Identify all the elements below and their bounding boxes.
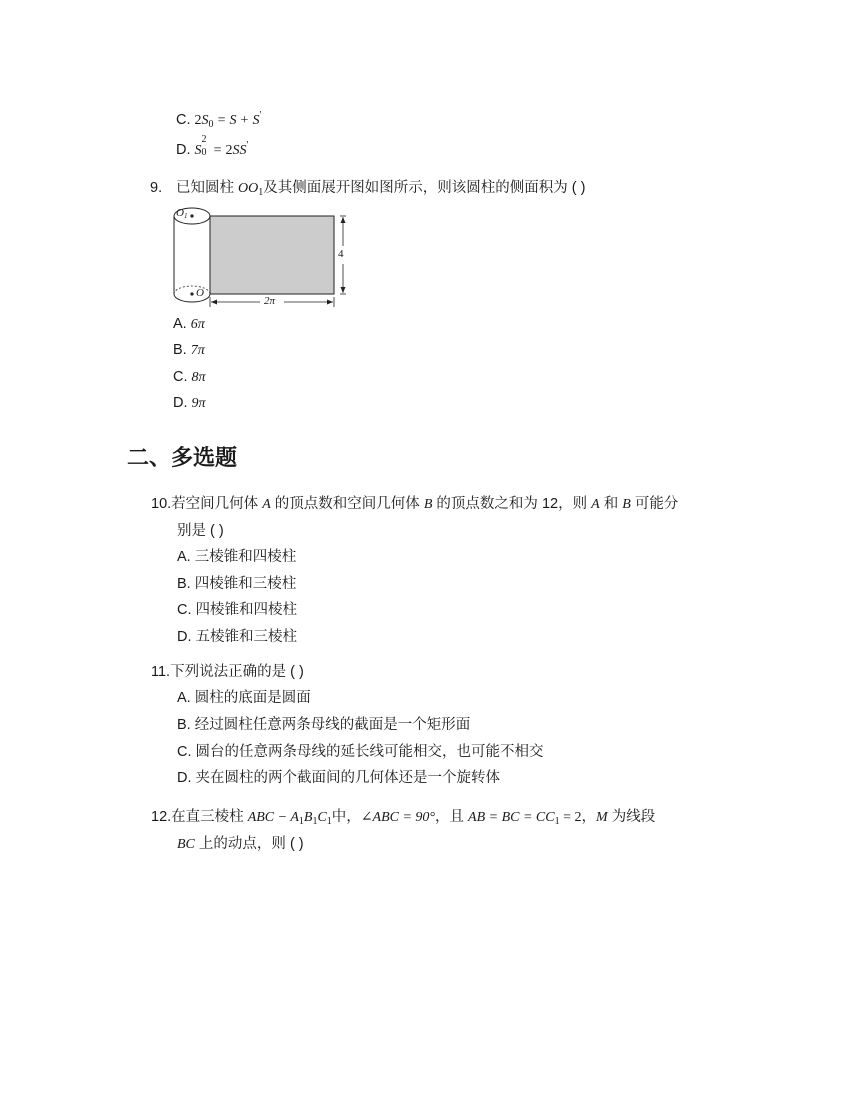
math-sub: 1 — [298, 816, 304, 827]
math-coef: 2 — [225, 143, 233, 158]
math-sub: 1 — [258, 187, 264, 198]
option-label: A. — [177, 549, 191, 565]
option-label: C. — [173, 369, 188, 385]
math-var: C — [317, 810, 327, 825]
q10-stem-line2: 别是 ( ) — [177, 523, 224, 539]
option-value: 6π — [190, 317, 205, 332]
label-o-bottom: O — [196, 287, 204, 299]
stem-text: 若空间几何体 — [171, 496, 259, 512]
math-sub: 1 — [554, 816, 560, 827]
stem-text: ， — [581, 809, 597, 825]
stem-text: 已知圆柱 — [176, 180, 234, 196]
math-var: S — [232, 143, 240, 158]
q12-stem-line2 — [177, 832, 304, 853]
math-expr: ∠ABC = 90° — [360, 810, 436, 825]
q9-option-b — [173, 342, 205, 359]
option-label: D. — [177, 770, 192, 786]
math-plus: + — [240, 113, 249, 128]
option-label: C. — [177, 602, 192, 618]
math-supsub — [201, 134, 210, 158]
stem-text: 的顶点数之和为 12，则 — [436, 496, 588, 512]
stem-text: 下列说法正确的是 ( ) — [170, 664, 304, 680]
stem-text: 为线段 — [611, 809, 656, 825]
math-expr: ABC − A — [247, 810, 299, 825]
option-label: A. — [173, 316, 187, 332]
q8-option-c — [176, 110, 261, 130]
option-text: 经过圆柱任意两条母线的截面是一个矩形面 — [194, 717, 471, 733]
q12-stem-line1 — [151, 805, 655, 827]
option-label: B. — [177, 576, 191, 592]
option-text: 夹在圆柱的两个截面间的几何体还是一个旋转体 — [195, 770, 501, 786]
q10-option-d — [177, 625, 297, 646]
math-var: S — [239, 143, 247, 158]
option-text: 三棱锥和四棱柱 — [194, 549, 297, 565]
stem-text: 的顶点数和空间几何体 — [274, 496, 420, 512]
option-text: 圆台的任意两条母线的延长线可能相交，也可能不相交 — [195, 744, 544, 760]
q11-stem — [151, 660, 304, 681]
math-var: B — [622, 497, 631, 512]
stem-text: 上的动点，则 ( ) — [198, 836, 304, 852]
math-sub: 0 — [208, 119, 214, 130]
math-var: A — [591, 497, 600, 512]
option-label: C. — [176, 112, 191, 128]
option-label: B. — [173, 342, 187, 358]
q9-option-d — [173, 395, 206, 412]
arrowhead — [211, 300, 217, 305]
math-sup: ' — [259, 110, 262, 121]
math-var: S — [229, 113, 237, 128]
q9-option-a — [173, 316, 205, 333]
math-sub: 0 — [201, 147, 207, 158]
q11-option-d — [177, 766, 500, 787]
q10-option-a — [177, 545, 296, 566]
q9-option-c — [173, 369, 206, 386]
math-var: O — [238, 181, 249, 196]
math-var: A — [262, 497, 271, 512]
option-label: B. — [177, 717, 191, 733]
lateral-surface-rect — [210, 216, 334, 294]
q10-stem-line1 — [151, 492, 678, 513]
q11-option-a — [177, 686, 311, 707]
arrowhead — [341, 287, 346, 293]
math-var: M — [596, 810, 608, 825]
stem-text: ，且 — [435, 809, 465, 825]
option-text: 圆柱的底面是圆面 — [194, 690, 311, 706]
q11-option-c — [177, 740, 544, 761]
bottom-center-dot — [190, 292, 193, 295]
math-expr: = 2 — [559, 810, 582, 825]
math-sub: 1 — [326, 816, 332, 827]
stem-text: 中， — [331, 809, 361, 825]
q10-option-b — [177, 572, 296, 593]
label-o: O — [176, 207, 184, 219]
math-var: BC — [177, 837, 195, 852]
stem-text: 及其侧面展开图如图所示，则该圆柱的侧面积为 ( ) — [263, 180, 586, 196]
math-eq: = — [213, 143, 222, 158]
width-label: 2π — [264, 295, 276, 307]
arrowhead — [341, 217, 346, 223]
label-sub: 1 — [183, 212, 188, 220]
cylinder-figure — [168, 204, 354, 310]
option-label: C. — [177, 744, 192, 760]
label-o1 — [176, 207, 187, 220]
math-sup: ' — [246, 140, 249, 151]
option-text: 五棱锥和三棱柱 — [195, 629, 298, 645]
option-label: D. — [176, 142, 191, 158]
section-heading: 二、多选题 — [127, 446, 238, 471]
option-value: 9π — [191, 396, 206, 411]
height-label: 4 — [338, 248, 344, 260]
math-var: B — [303, 810, 313, 825]
math-expr: AB = BC = CC — [468, 810, 555, 825]
stem-text: 可能分 — [634, 496, 679, 512]
question-number: 11. — [151, 664, 171, 680]
math-coef: 2 — [194, 113, 202, 128]
question-number: 10. — [151, 496, 172, 512]
math-sub: 1 — [312, 816, 318, 827]
stem-text: 和 — [603, 496, 619, 512]
option-text: 四棱锥和四棱柱 — [195, 602, 298, 618]
option-label: D. — [173, 395, 188, 411]
q9-stem — [150, 176, 586, 198]
q10-option-c — [177, 598, 297, 619]
math-var: S — [252, 113, 260, 128]
option-text: 四棱锥和三棱柱 — [194, 576, 297, 592]
question-number: 12. — [151, 809, 172, 825]
math-sup: 2 — [201, 134, 207, 145]
math-eq: = — [217, 113, 226, 128]
option-value: 8π — [191, 370, 206, 385]
option-value: 7π — [190, 343, 205, 358]
option-label: D. — [177, 629, 192, 645]
math-var: O — [248, 181, 259, 196]
stem-text: 在直三棱柱 — [171, 809, 244, 825]
arrowhead — [327, 300, 333, 305]
option-label: A. — [177, 690, 191, 706]
math-var: S — [201, 113, 209, 128]
question-number: 9. — [150, 180, 163, 196]
top-center-dot — [190, 214, 193, 217]
q8-option-d — [176, 134, 249, 159]
q11-option-b — [177, 713, 470, 734]
math-var: B — [423, 497, 433, 512]
math-var: S — [194, 143, 202, 158]
